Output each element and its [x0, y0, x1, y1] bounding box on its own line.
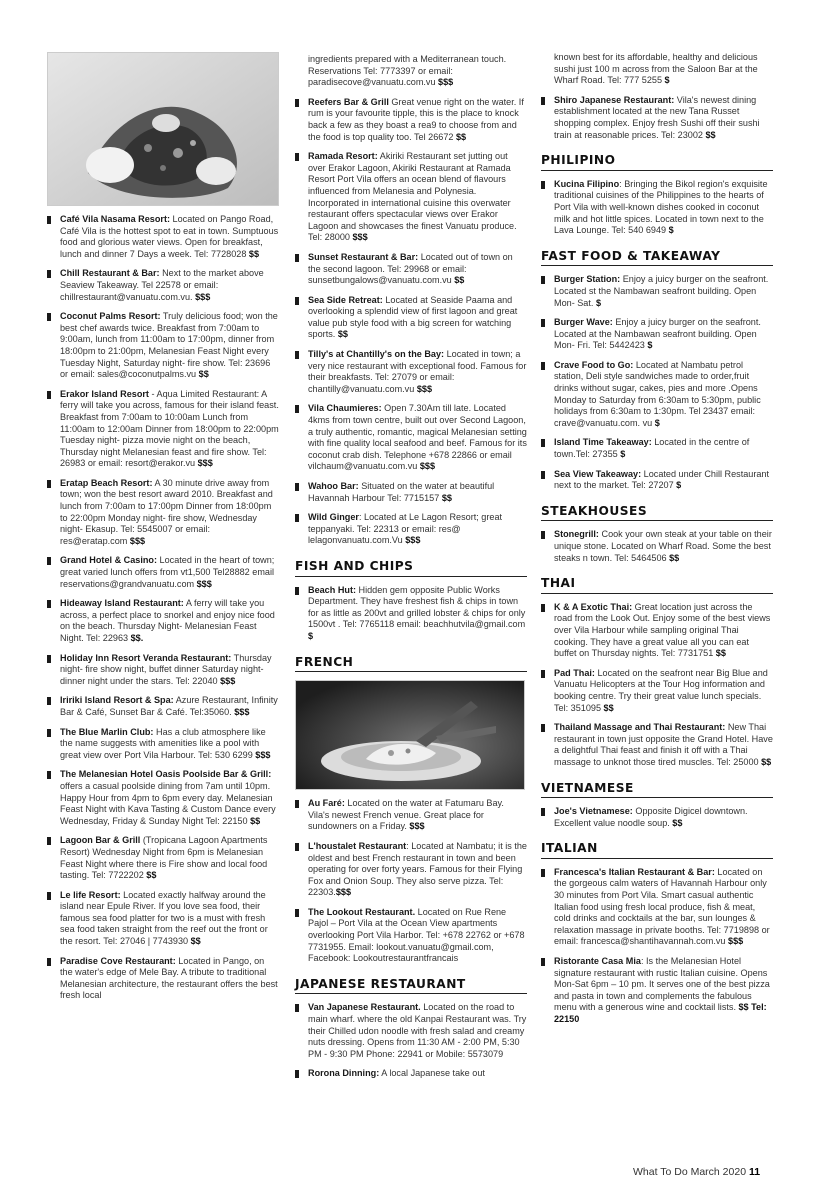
fish-list — [295, 585, 527, 643]
entry-description: Great venue right on the water. If rum is your favourite tipple, this is the place to knock back a few as they boast a rea9 to choose from and the food is top quality too. Tel 26672 — [308, 96, 524, 142]
bullet-icon — [47, 313, 51, 321]
section-heading-philipino: PHILIPINO — [541, 155, 773, 171]
entry-description: offers a casual poolside dining from 7am until 10pm. Happy Hour from 4pm to 6pm every day. Melanesian Feast Night with Kava Tasting & Custom Dance every Wednesday, Friday & Sunday Night Tel: 22150 — [60, 780, 276, 826]
entry-description: Opposite Digicel downtown. Excellent value noodle soup. — [554, 806, 748, 828]
restaurant-name: The Blue Marlin Club: — [60, 726, 154, 737]
list-item — [541, 317, 773, 352]
restaurant-list-col1 — [47, 214, 279, 1002]
list-item — [541, 360, 773, 430]
list-item — [47, 727, 279, 762]
entry-description: Located on the water at Fatumaru Bay. Vila's newest French venue. Great place for sundowners on a Friday. — [308, 798, 504, 832]
restaurant-name: Rorona Dinning: — [308, 1068, 380, 1079]
bullet-icon — [295, 1070, 299, 1078]
price-rating: $$$ — [725, 936, 744, 947]
entry-description: Hidden gem opposite Public Works Department. They have freshest fish & chips in town for as little as 200vt and grilled lobster & chips for only 1500vt . Tel: 7765118 email: beachhutvila@gmail.com — [308, 584, 526, 630]
list-item — [295, 585, 527, 643]
price-rating: $$$ — [192, 291, 211, 302]
list-item — [541, 529, 773, 564]
section-heading-steakhouses: STEAKHOUSES — [541, 506, 773, 522]
bullet-icon — [541, 670, 545, 678]
entry-description: Located in town; a very nice restaurant with exceptional food. Famous for their breakfasts. Tel: 27079 or email: chantilly@vanuatu.com.vu — [308, 349, 527, 394]
list-item — [541, 179, 773, 237]
column-1 — [47, 52, 279, 1010]
entry-description: : Is the Melanesian Hotel signature restaurant with rustic Italian cuisine. Opens Mon-Sat 6pm – 10 pm. It serves one of the best pizza and pasta in town and complements the fabulous menu with a generous wine and cocktail lists. — [554, 956, 770, 1013]
restaurant-name: Reefers Bar & Grill — [308, 96, 389, 107]
list-item — [47, 956, 279, 1002]
price-rating: $$ — [702, 129, 716, 140]
restaurant-name: Beach Hut: — [308, 584, 356, 595]
footer-text: What To Do March 2020 — [633, 1166, 749, 1178]
price-rating: $$$ — [406, 821, 425, 832]
bullet-icon — [295, 1004, 299, 1012]
entry-description: Great location just across the road from the Look Out. Enjoy some of the best views over Vila Harbour while sampling original Thai cooking. They have a great value all you can eat buffet on Thursday nights. Tel: 7731751 — [554, 601, 771, 659]
entry-description: Situated on the water at beautiful Havannah Harbour Tel: 7715157 — [308, 481, 495, 503]
restaurant-name: Hideaway Island Restaurant: — [60, 598, 184, 609]
bullet-icon — [541, 724, 545, 732]
vietnamese-list — [541, 806, 773, 829]
list-item — [47, 555, 279, 590]
list-item — [47, 653, 279, 688]
price-rating: $ — [666, 225, 674, 236]
restaurant-name: Coconut Palms Resort: — [60, 311, 161, 322]
list-item — [541, 437, 773, 460]
section-heading-italian: ITALIAN — [541, 843, 773, 859]
price-rating: $ — [308, 630, 314, 641]
bullet-icon — [295, 99, 299, 107]
entry-description: known best for its affordable, healthy and delicious sushi just 100 m across from the Saloon Bar at the Wharf Road. Tel: 777 5255 — [554, 52, 758, 86]
page-number: 11 — [748, 1166, 761, 1178]
price-rating: $$ — [247, 815, 261, 826]
section-heading-french: FRENCH — [295, 657, 527, 673]
list-item — [295, 295, 527, 341]
restaurant-name: Wahoo Bar: — [308, 481, 359, 491]
restaurant-name: Shiro Japanese Restaurant: — [554, 94, 675, 105]
price-rating: $ — [652, 417, 660, 428]
bullet-icon — [295, 405, 299, 413]
bullet-icon — [47, 216, 51, 224]
bullet-icon — [295, 483, 299, 491]
list-item — [541, 722, 773, 768]
entry-description: Located on Pango Road, Café Vila is the hottest spot to eat in town. Sumptuous food and glorious water views. Open for breakfast, lunch and dinner 7 Days a week. Tel: 7728028 — [60, 214, 279, 259]
restaurant-name: Ramada Resort: — [308, 151, 378, 162]
list-item — [541, 956, 773, 1026]
list-item — [47, 835, 279, 881]
section-heading-vietnamese: VIETNAMESE — [541, 783, 773, 799]
entry-description: ingredients prepared with a Mediterranean touch. Reservations Tel: 7773397 or email: paradisecove@vanuatu.com.vu — [308, 54, 507, 88]
list-item — [47, 478, 279, 548]
entry-description: Located in Pango, on the water's edge of Mele Bay. A tribute to traditional Melanesian architecture, the restaurant offers the best fresh local — [60, 955, 278, 1001]
bullet-icon — [295, 514, 299, 522]
price-rating: $$$ — [435, 77, 454, 88]
restaurant-name: Lagoon Bar & Grill — [60, 835, 141, 846]
bullet-icon — [541, 439, 545, 447]
price-rating: $ — [644, 340, 653, 351]
bullet-icon — [295, 909, 299, 917]
entry-description: Located under Chill Restaurant next to the market. Tel: 27207 — [554, 468, 770, 491]
list-item — [47, 268, 279, 303]
restaurant-name: Van Japanese Restaurant. — [308, 1002, 421, 1013]
entry-description: Truly delicious food; won the best chef awards twice. Breakfast from 7:00am to 9:00am, lunch from 11:00am to 17:00pm, dinner from 18:00pm to 21:00pm, Melanesian Feast Night every Tuesday Night, Saturday night- fire show. Tel: 23696 or email: sales@coconutpalms.vu — [60, 311, 278, 380]
bullet-icon — [47, 480, 51, 488]
bullet-icon — [541, 276, 545, 284]
restaurant-name: Tilly's at Chantilly's on the Bay: — [308, 349, 445, 360]
bullet-icon — [541, 319, 545, 327]
restaurant-name: Francesca's Italian Restaurant & Bar: — [554, 866, 715, 877]
bullet-icon — [541, 958, 545, 966]
restaurant-name: Burger Station: — [554, 274, 621, 285]
price-rating: $$ — [143, 870, 157, 881]
bullet-icon — [295, 153, 299, 161]
price-rating: $$ — [246, 248, 260, 259]
price-rating: $$$ — [194, 578, 212, 589]
seafood-dish-illustration — [48, 53, 278, 205]
list-item — [47, 389, 279, 470]
entry-description: Cook your own steak at your table on their unique stone. Located on Wharf Road. Some the best steaks n town. Tel: 5464506 — [554, 529, 772, 563]
list-item — [47, 598, 279, 644]
price-rating: $$$ — [414, 383, 432, 394]
entry-description: Located in the heart of town; great varied lunch offers from vt1,500 Tel28882 email reservations@grandvanuatu.com — [60, 555, 275, 589]
entry-description: : Located at Le Lagon Resort; great teppanyaki. Tel: 22313 or email: res@ lelagonvanuatu.com.Vu — [308, 512, 503, 546]
price-rating: $ — [673, 480, 682, 491]
restaurant-list-col2 — [295, 97, 527, 547]
entry-description: (Tropicana Lagoon Apartments Resort) Wednesday Night from 6pm is Melanesian Feast Night where there is Fire show and local food tasting. Tel: 7722202 — [60, 835, 268, 881]
list-item — [541, 806, 773, 829]
price-rating: $$ — [439, 492, 452, 503]
list-item — [47, 695, 279, 718]
restaurant-name: K & A Exotic Thai: — [554, 601, 633, 612]
entry-description: Has a club atmosphere like the name suggests with amenities like a pool with great view over Port Vila Harbour. Tel: 530 6299 — [60, 726, 266, 760]
price-rating: $$ — [188, 936, 201, 947]
restaurant-name: Joe's Vietnamese: — [554, 806, 633, 817]
entry-description: Thursday night- fire show night, buffet dinner Saturday night- dinner night under the stars. Tel: 22040 — [60, 652, 272, 686]
price-rating: $ — [593, 297, 602, 308]
price-rating: $$ — [335, 329, 348, 340]
price-rating: $$ — [451, 275, 465, 286]
list-item — [295, 349, 527, 395]
bullet-icon — [541, 604, 545, 612]
restaurant-name: Kucina Filipino — [554, 178, 620, 189]
section-heading-fish: FISH AND CHIPS — [295, 561, 527, 577]
entry-description: Open 7.30Am till late. Located 4kms from town centre, built out over Second Lagoon, a truly authentic, romantic, magical Melanesian setting with fine quality local seafood and beef. Famous for its coconut crab dish. Telephone +678 22866 or email vilchaum@vanuatu.com.vu — [308, 403, 527, 472]
list-item — [541, 469, 773, 492]
restaurant-name: The Melanesian Hotel Oasis Poolside Bar & Grill: — [60, 769, 272, 780]
list-item — [541, 668, 773, 714]
restaurant-name: Erakor Island Resort — [60, 388, 149, 399]
entry-description: A local Japanese take out — [379, 1068, 485, 1079]
section-heading-fastfood: FAST FOOD & TAKEAWAY — [541, 251, 773, 267]
entry-description: Located exactly halfway around the island near Epule River. If you love sea food, their famous sea food platter for two is a must with fresh sea food taken straight from the reef out the front or the resort. Tel: 27046 | 7743930 — [60, 889, 268, 947]
bullet-icon — [295, 587, 299, 595]
entry-description: Located on the seafront near Big Blue and Vanuatu Helicopters at the Tour Hog information and booking centre. Try their great value lunch specials. Tel: 351095 — [554, 667, 768, 713]
section-heading-japanese: JAPANESE RESTAURANT — [295, 979, 527, 995]
bullet-icon — [47, 697, 51, 705]
entry-description: Vila's newest dining establishment located at the new Tana Russet shopping complex. Enjoy fresh Sushi off their sushi train at reasonable prices. Tel: 23002 — [554, 94, 760, 140]
bullet-icon — [47, 557, 51, 565]
bullet-icon — [541, 181, 545, 189]
bullet-icon — [47, 729, 51, 737]
list-item — [47, 214, 279, 260]
restaurant-name: Sunset Restaurant & Bar: — [308, 251, 419, 262]
entry-description: Enjoy a juicy burger on the seafront. Located st the Nambawan seafront building. Open Mon- Sat. — [554, 274, 769, 308]
list-item — [295, 403, 527, 473]
list-item — [295, 54, 527, 89]
list-item — [541, 274, 773, 309]
list-item — [295, 1068, 527, 1080]
entry-description: New Thai restaurant in town just opposite the Grand Hotel. Have a delightful Thai feast and finish it off with a Thai massage to unknot those tired muscles. Tel: 25000 — [554, 722, 773, 767]
bullet-icon — [295, 843, 299, 851]
price-rating: $$ — [758, 756, 772, 767]
steakhouse-list — [541, 529, 773, 564]
restaurant-name: Island Time Takeaway: — [554, 437, 652, 448]
bullet-icon — [47, 892, 51, 900]
pasta-lobster-illustration — [296, 681, 524, 789]
french-dish-photo — [295, 680, 525, 790]
restaurant-name: Paradise Cove Restaurant: — [60, 955, 176, 966]
bullet-icon — [47, 391, 51, 399]
restaurant-name: Chill Restaurant & Bar: — [60, 268, 160, 279]
list-item — [541, 52, 773, 87]
price-rating: $$ — [453, 131, 467, 142]
restaurant-name: Holiday Inn Resort Veranda Restaurant: — [60, 652, 232, 663]
entry-description: Azure Restaurant, Infinity Bar & Café, Sunset Bar & Café. Tel:35060. — [60, 695, 278, 717]
section-heading-thai: THAI — [541, 578, 773, 594]
bullet-icon — [295, 254, 299, 262]
thai-list — [541, 602, 773, 769]
japanese-list — [295, 1002, 527, 1080]
price-rating: $$$ — [217, 675, 236, 686]
bullet-icon — [295, 297, 299, 305]
list-item — [541, 867, 773, 948]
entry-description: : Bringing the Bikol region's exquisite traditional cuisines of the Philippines to the hearts of Port Vila with well-known dishes cooked in coconut milk and hot little spices. Located in town next to the Lava Lounge. Tel: 540 6949 — [554, 178, 768, 236]
restaurant-name: Grand Hotel & Casino: — [60, 555, 158, 566]
bullet-icon — [541, 808, 545, 816]
entry-description: : Located at Nambatu; it is the oldest and best French restaurant in town and been operating for over forty years. Famous for their Flying Fox and Onion Soup. They also serve pizza. Tel: 22303. — [308, 840, 527, 898]
restaurant-name: Sea Side Retreat: — [308, 294, 383, 305]
entry-description: Located at Nambatu petrol station, Deli style sandwiches made to order,fruit drinks without sugar, cakes, pies and more .Opens Monday to Saturday from 6:30am to 5:30pm, public holidays from 6:30am to 1:30pm. Tel 23437 email: crave@vanuatu.com. vu — [554, 359, 761, 428]
restaurant-name: Wild Ginger — [308, 512, 359, 523]
list-item — [47, 769, 279, 827]
bullet-icon — [541, 97, 545, 105]
restaurant-name: Ristorante Casa Mia — [554, 956, 641, 967]
list-item — [295, 512, 527, 547]
entry-description: Located in the centre of town.Tel: 27355 — [554, 437, 750, 460]
price-rating: $$ — [713, 648, 726, 659]
restaurant-name: Thailand Massage and Thai Restaurant: — [554, 722, 726, 733]
list-item — [295, 798, 527, 833]
price-rating: $$. — [128, 633, 144, 643]
price-rating: $$$ — [127, 535, 146, 546]
restaurant-name: Café Vila Nasama Resort: — [60, 214, 171, 224]
seafood-photo — [47, 52, 279, 206]
list-item — [295, 481, 527, 504]
restaurant-name: Crave Food to Go: — [554, 359, 634, 370]
restaurant-name: Au Faré: — [308, 798, 345, 809]
list-item — [295, 97, 527, 143]
price-rating: $$ Tel: 22150 — [554, 1002, 767, 1024]
price-rating: $$ — [669, 817, 683, 828]
price-rating: $$ — [196, 369, 209, 380]
entry-description: Located at Seaside Paama and overlooking a splendid view of first lagoon and great value pub style food with a big screen for watching sports. — [308, 294, 518, 340]
entry-description: Akiriki Restaurant set jutting out over Erakor Lagoon, Akiriki Restaurant at Ramada Resort Port Vila offers an ocean blend of flavours influenced from Melanesia and Polynesia. Incorporated in international cuisine this overwater restaurant offers spectacular views over Erakor Lagoon and showcases the finest Vanuatu produce. Tel: 28000 — [308, 151, 517, 243]
bullet-icon — [47, 958, 51, 966]
price-rating: $ — [662, 75, 670, 86]
price-rating: $$$ — [349, 232, 368, 243]
list-item — [295, 907, 527, 965]
entry-description: Located on the gorgeous calm waters of Havannah Harbour only 30 minutes from Port Vila. Smart casual authentic Italian food using fresh local produce, fish & meat, cold drinks and cocktails at the bar, sun lounges & relaxation massage in private booths. Tel: 7719898 or email: francesca@shantihavannah.com.vu — [554, 866, 770, 947]
entry-description: A 30 minute drive away from town; won the best resort award 2010. Breakfast and lunch from 7:00am to 17:00pm Dinner from 18:00pm to 22:00pm Monday night- fire show, Wednesday night- Ekasup. Tel: 5545007 or email: res@eratap.com — [60, 477, 273, 546]
column-3 — [541, 52, 773, 1034]
restaurant-name: Pad Thai: — [554, 667, 595, 678]
fastfood-list — [541, 274, 773, 492]
list-item — [295, 841, 527, 899]
italian-list — [541, 867, 773, 1026]
list-item — [295, 1002, 527, 1060]
bullet-icon — [541, 531, 545, 539]
page-footer — [633, 1166, 760, 1178]
restaurant-name: The Lookout Restaurant. — [308, 906, 416, 917]
entry-description: Located on Rue Rene Pajol – Port Vila at the Ocean View apartments overlooking Port Vila Harbor. Tel: +678 22762 or +678 7731955. Email: lookout.vanuatu@gmail.com, Facebook: Lookoutrestaurantfrancais — [308, 906, 525, 964]
entry-description: Enjoy a juicy burger on the seafront. Located at the Nambawan seafront building. Open Mon- Fri. Tel: 5442423 — [554, 317, 761, 351]
restaurant-name: Vila Chaumieres: — [308, 403, 382, 414]
restaurant-name: Burger Wave: — [554, 317, 613, 328]
bullet-icon — [295, 351, 299, 359]
bullet-icon — [47, 600, 51, 608]
price-rating: $$$ — [231, 706, 250, 717]
restaurant-name: Sea View Takeaway: — [554, 468, 642, 479]
bullet-icon — [541, 471, 545, 479]
entry-description: - Aqua Limited Restaurant: A ferry will take you across, famous for their island feast. Breakfast from 7:00am to 10:00am Lunch from 11:00am to 12:00am Dinner from 18:00pm to 22:00pm Tuesday night- pizza movie night on the beach, Thursday night Melanesian feast and fire show. Tel: 26983 or email: resort@erakor.vu — [60, 388, 279, 469]
bullet-icon — [541, 869, 545, 877]
column-2 — [295, 54, 527, 1088]
entry-description: Located out of town on the second lagoon. Tel: 29968 or email: sunsetbungalows@vanuatu.com.vu — [308, 251, 513, 286]
price-rating: $ — [617, 449, 626, 460]
japanese-list-cont — [541, 95, 773, 141]
price-rating: $$ — [601, 702, 614, 713]
entry-description: Located on the road to main wharf. where the old Kanpai Restaurant was. Try their Chilled udon noodle with fresh salad and creamy nuts dressing. Opens from 11:30 AM - 2:00 PM, 5:30 PM - 9:30 PM Phone: 22941 or Mobile: 5573079 — [308, 1002, 527, 1059]
price-rating: $$$ — [195, 458, 213, 469]
price-rating: $$$ — [252, 749, 271, 760]
price-rating: $$$ — [335, 887, 352, 898]
price-rating: $$ — [666, 552, 680, 563]
list-item — [47, 890, 279, 948]
bullet-icon — [47, 771, 51, 779]
list-item — [295, 151, 527, 244]
restaurant-name: Le life Resort: — [60, 889, 121, 900]
list-item — [541, 602, 773, 660]
restaurant-name: Iririki Island Resort & Spa: — [60, 695, 174, 706]
restaurant-name: Stonegrill: — [554, 529, 599, 540]
philipino-list — [541, 179, 773, 237]
list-item — [295, 252, 527, 287]
entry-description: A ferry will take you across, a perfect place to snorkel and enjoy nice food on the beach. Thursday Night- Melanesian Feast Night. Tel: 22963 — [60, 598, 275, 643]
price-rating: $$$ — [417, 461, 436, 472]
french-list — [295, 798, 527, 965]
restaurant-name: Eratap Beach Resort: — [60, 477, 153, 488]
list-item — [47, 311, 279, 381]
bullet-icon — [47, 837, 51, 845]
restaurant-name: L'houstalet Restaurant — [308, 840, 407, 851]
price-rating: $$$ — [402, 535, 421, 546]
bullet-icon — [47, 270, 51, 278]
bullet-icon — [541, 362, 545, 370]
bullet-icon — [47, 655, 51, 663]
list-item — [541, 95, 773, 141]
bullet-icon — [295, 800, 299, 808]
entry-description: Next to the market above Seaview Takeaway. Tel 22578 or email: chillrestaurant@vanuatu.com.vu. — [60, 268, 264, 302]
